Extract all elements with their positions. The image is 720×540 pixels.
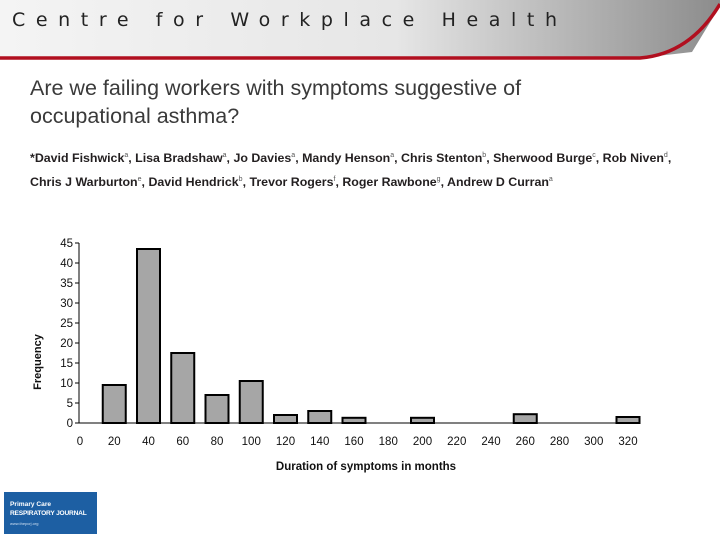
chart-x-ticks <box>77 436 638 448</box>
header-title: Centre for Workplace Health <box>12 9 568 31</box>
y-tick-label: 15 <box>60 358 73 370</box>
y-tick-label: 10 <box>60 378 73 390</box>
author-affiliation: b <box>238 176 243 183</box>
author-name: Jo Davies$^a$, <box>233 151 299 165</box>
author-name-text: Andrew D Curran <box>447 175 549 189</box>
chart-axes <box>79 243 640 423</box>
x-tick-label: 220 <box>447 436 467 448</box>
author-affiliation: a <box>548 176 553 183</box>
histogram-bar <box>617 417 640 423</box>
histogram-bar <box>514 414 537 423</box>
x-tick-label: 200 <box>412 436 433 448</box>
author-affiliation: a <box>390 152 395 159</box>
x-axis-label: Duration of symptoms in months <box>275 461 457 473</box>
x-tick-label: 240 <box>481 436 501 448</box>
histogram-bar <box>411 418 434 423</box>
y-tick-label: 45 <box>60 238 73 250</box>
author-list <box>30 145 690 193</box>
author-affiliation: d <box>663 152 668 159</box>
x-tick-label: 300 <box>584 436 604 448</box>
x-tick-label: 0 <box>76 436 84 448</box>
slide-title-line1: Are we failing workers with symptoms suggestive of <box>30 76 522 100</box>
author-name: *David Fishwick$^a$, <box>30 151 132 165</box>
author-name-text: *David Fishwick <box>30 151 125 165</box>
x-tick-label: 20 <box>107 436 121 448</box>
author-name-text: Trevor Rogers <box>249 175 334 189</box>
author-name: Chris J Warburton$^e$, <box>30 175 145 189</box>
author-name: Sherwood Burge$^c$, <box>493 151 600 165</box>
x-tick-label: 180 <box>378 436 398 448</box>
author-name <box>447 175 553 189</box>
author-name: Trevor Rogers$^f$, <box>249 175 339 189</box>
y-tick-label: 25 <box>60 318 73 330</box>
chart-y-ticks <box>60 238 79 430</box>
histogram-bar <box>171 353 194 423</box>
author-name-text: Chris J Warburton <box>30 175 138 189</box>
x-tick-label: 160 <box>344 436 364 448</box>
y-tick-label: 40 <box>60 258 73 270</box>
author-name-text: David Hendrick <box>148 175 239 189</box>
journal-logo <box>4 492 97 534</box>
x-tick-label: 60 <box>176 436 190 448</box>
author-name: Lisa Bradshaw$^a$, <box>135 151 230 165</box>
x-tick-label: 280 <box>549 436 570 448</box>
x-tick-label: 120 <box>275 436 296 448</box>
author-name-text: Mandy Henson <box>302 151 391 165</box>
x-tick-label: 140 <box>310 436 330 448</box>
histogram-bar <box>274 415 297 423</box>
logo-line2: RESPIRATORY JOURNAL <box>10 510 87 517</box>
y-tick-label: 20 <box>60 338 73 350</box>
histogram-bar <box>137 249 160 423</box>
y-tick-label: 0 <box>66 418 73 430</box>
x-tick-label: 260 <box>515 436 535 448</box>
author-name-text: Chris Stenton <box>401 151 483 165</box>
histogram-bar <box>343 418 366 423</box>
author-name-text: Sherwood Burge <box>493 151 593 165</box>
logo-line1: Primary Care <box>10 501 52 508</box>
author-name: Roger Rawbone$^g$, <box>342 175 445 189</box>
chart-bars <box>103 249 640 423</box>
author-affiliation: g <box>436 176 441 183</box>
duration-histogram <box>0 230 720 480</box>
x-tick-label: 80 <box>210 436 224 448</box>
author-affiliation: c <box>592 152 596 159</box>
slide-title-line2: occupational asthma? <box>30 104 240 128</box>
histogram-bar <box>103 385 126 423</box>
author-affiliation: b <box>482 152 487 159</box>
author-affiliation: e <box>137 176 142 183</box>
histogram-bar <box>308 411 331 423</box>
author-name-text: Jo Davies <box>233 151 292 165</box>
histogram-bar <box>240 381 263 423</box>
x-tick-label: 40 <box>142 436 155 448</box>
author-affiliation: a <box>222 152 227 159</box>
y-tick-label: 35 <box>60 278 73 290</box>
y-tick-label: 5 <box>66 398 73 410</box>
author-name: Chris Stenton$^b$, <box>401 151 490 165</box>
slide-title <box>30 74 670 130</box>
logo-url: www.thepcrj.org <box>10 521 39 526</box>
author-name: Mandy Henson$^a$, <box>302 151 398 165</box>
y-axis-label: Frequency <box>32 334 44 390</box>
author-name-text: Roger Rawbone <box>342 175 437 189</box>
author-name: Rob Niven$^d$, <box>602 151 672 165</box>
histogram-bar <box>206 395 229 423</box>
author-name-text: Rob Niven <box>602 151 664 165</box>
author-affiliation: a <box>124 152 129 159</box>
author-affiliation: f <box>333 176 336 183</box>
x-tick-label: 320 <box>618 436 638 448</box>
x-tick-label: 100 <box>241 436 261 448</box>
y-tick-label: 30 <box>60 298 73 310</box>
author-affiliation: a <box>291 152 296 159</box>
author-name: David Hendrick$^b$, <box>148 175 247 189</box>
author-name-text: Lisa Bradshaw <box>135 151 223 165</box>
